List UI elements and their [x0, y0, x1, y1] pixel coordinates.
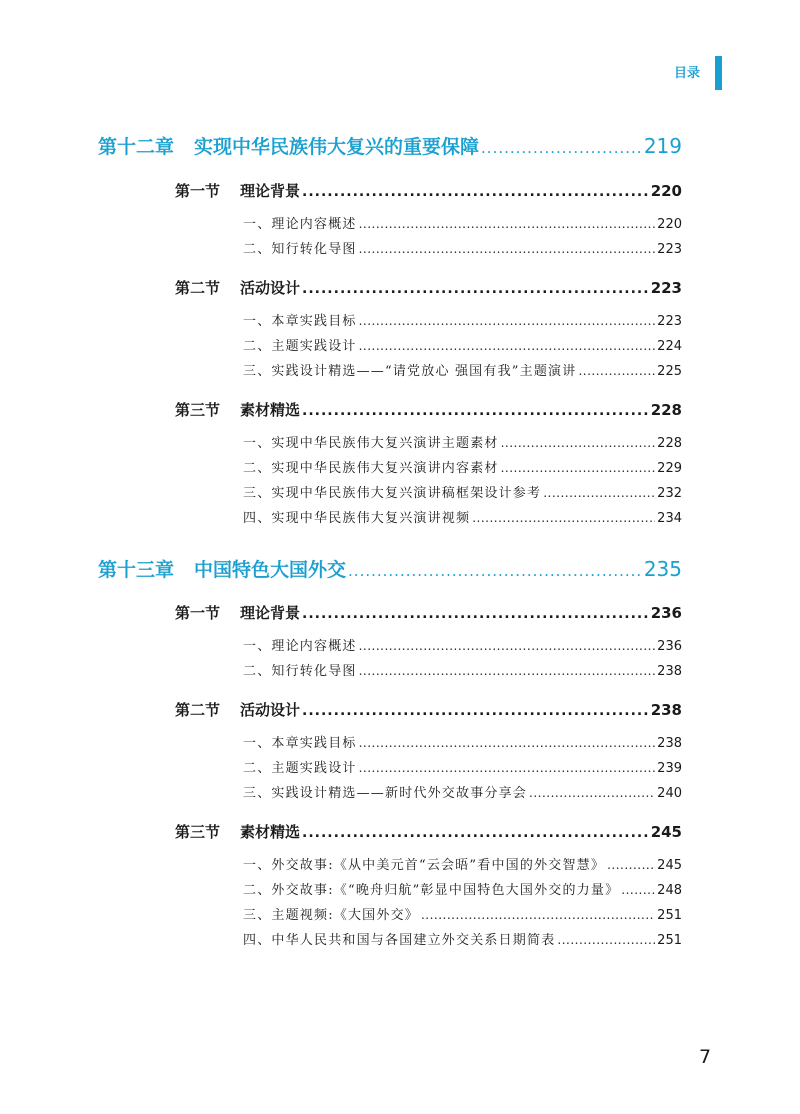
toc-item[interactable] [243, 904, 682, 923]
dot-leader [501, 436, 656, 450]
dot-leader [302, 281, 649, 297]
item-page: 228 [657, 436, 682, 451]
toc-section[interactable] [175, 699, 682, 720]
item-text: 二、实现中华民族伟大复兴演讲内容素材 [243, 461, 499, 476]
item-page: 240 [657, 786, 682, 801]
dot-leader [359, 736, 656, 750]
item-page: 251 [657, 933, 682, 948]
toc-section[interactable] [175, 602, 682, 623]
toc-item[interactable] [243, 360, 682, 379]
toc-item[interactable] [243, 782, 682, 801]
item-page: 238 [657, 736, 682, 751]
toc-chapter-13[interactable] [98, 555, 682, 582]
section-page: 245 [650, 823, 682, 841]
dot-leader [607, 858, 655, 872]
section-number: 第一节 [175, 604, 221, 622]
toc-section[interactable] [175, 399, 682, 420]
section-page: 228 [650, 401, 682, 419]
section-number: 第一节 [175, 182, 221, 200]
item-page: 232 [657, 486, 682, 501]
section-number: 第二节 [175, 279, 221, 297]
item-text: 一、理论内容概述 [243, 217, 357, 232]
dot-leader [302, 703, 649, 719]
section-number: 第三节 [175, 401, 221, 419]
section-title: 活动设计 [240, 701, 301, 719]
chapter-page: 219 [643, 134, 682, 158]
dot-leader [302, 825, 649, 841]
dot-leader [421, 908, 655, 922]
item-text: 三、实践设计精选——新时代外交故事分享会 [243, 786, 528, 801]
toc-item[interactable] [243, 879, 682, 898]
dot-leader [529, 786, 655, 800]
item-text: 四、中华人民共和国与各国建立外交关系日期简表 [243, 933, 556, 948]
item-page: 224 [657, 339, 682, 354]
toc-chapter-12[interactable] [98, 132, 682, 159]
chapter-title: 中国特色大国外交 [194, 559, 347, 581]
item-text: 二、主题实践设计 [243, 761, 357, 776]
toc-item[interactable] [243, 507, 682, 526]
section-title: 理论背景 [240, 604, 301, 622]
dot-leader [359, 664, 656, 678]
item-page: 225 [657, 364, 682, 379]
chapter-number: 第十三章 [98, 559, 175, 581]
item-page: 234 [657, 511, 682, 526]
toc-section[interactable] [175, 821, 682, 842]
item-text: 三、实现中华民族伟大复兴演讲稿框架设计参考 [243, 486, 542, 501]
item-page: 238 [657, 664, 682, 679]
toc-item[interactable] [243, 732, 682, 751]
chapter-title: 实现中华民族伟大复兴的重要保障 [194, 136, 480, 158]
toc-section[interactable] [175, 277, 682, 298]
toc-item[interactable] [243, 310, 682, 329]
chapter-page: 235 [643, 557, 682, 581]
item-page: 223 [657, 314, 682, 329]
dot-leader [501, 461, 656, 475]
dot-leader [359, 639, 656, 653]
section-title: 素材精选 [240, 401, 301, 419]
item-text: 一、外交故事:《从中美元首“云会晤”看中国的外交智慧》 [243, 858, 606, 873]
page-number: 7 [699, 1046, 712, 1068]
toc-section[interactable] [175, 180, 682, 201]
item-page: 223 [657, 242, 682, 257]
toc-item[interactable] [243, 457, 682, 476]
item-text: 一、理论内容概述 [243, 639, 357, 654]
dot-leader [359, 242, 656, 256]
dot-leader [578, 364, 655, 378]
item-page: 245 [657, 858, 682, 873]
dot-leader [302, 606, 649, 622]
item-page: 236 [657, 639, 682, 654]
dot-leader [543, 486, 655, 500]
item-page: 248 [657, 883, 682, 898]
section-title: 素材精选 [240, 823, 301, 841]
toc-item[interactable] [243, 482, 682, 501]
toc-item[interactable] [243, 854, 682, 873]
section-page: 238 [650, 701, 682, 719]
toc-item[interactable] [243, 929, 682, 948]
dot-leader [472, 511, 655, 525]
dot-leader [359, 339, 656, 353]
item-text: 二、外交故事:《“晚舟归航”彰显中国特色大国外交的力量》 [243, 883, 620, 898]
dot-leader [359, 314, 656, 328]
toc-item[interactable] [243, 238, 682, 257]
toc-item[interactable] [243, 757, 682, 776]
dot-leader [359, 761, 656, 775]
dot-leader [348, 562, 642, 580]
dot-leader [481, 139, 642, 157]
toc-item[interactable] [243, 335, 682, 354]
item-page: 229 [657, 461, 682, 476]
dot-leader [557, 933, 655, 947]
dot-leader [621, 883, 655, 897]
item-text: 一、本章实践目标 [243, 314, 357, 329]
section-title: 活动设计 [240, 279, 301, 297]
toc-item[interactable] [243, 660, 682, 679]
section-number: 第二节 [175, 701, 221, 719]
toc-item[interactable] [243, 432, 682, 451]
toc-item[interactable] [243, 213, 682, 232]
item-text: 二、知行转化导图 [243, 242, 357, 257]
item-page: 239 [657, 761, 682, 776]
dot-leader [359, 217, 656, 231]
chapter-number: 第十二章 [98, 136, 175, 158]
item-text: 三、实践设计精选——“请党放心 强国有我”主题演讲 [243, 364, 577, 379]
dot-leader [302, 403, 649, 419]
header-label: 目录 [673, 66, 700, 81]
section-title: 理论背景 [240, 182, 301, 200]
toc-item[interactable] [243, 635, 682, 654]
item-page: 220 [657, 217, 682, 232]
item-text: 二、知行转化导图 [243, 664, 357, 679]
dot-leader [302, 184, 649, 200]
section-page: 236 [650, 604, 682, 622]
item-text: 一、实现中华民族伟大复兴演讲主题素材 [243, 436, 499, 451]
header-accent-bar [715, 56, 722, 90]
section-page: 220 [650, 182, 682, 200]
item-page: 251 [657, 908, 682, 923]
section-number: 第三节 [175, 823, 221, 841]
item-text: 一、本章实践目标 [243, 736, 357, 751]
section-page: 223 [650, 279, 682, 297]
item-text: 四、实现中华民族伟大复兴演讲视频 [243, 511, 471, 526]
item-text: 二、主题实践设计 [243, 339, 357, 354]
item-text: 三、主题视频:《大国外交》 [243, 908, 419, 923]
